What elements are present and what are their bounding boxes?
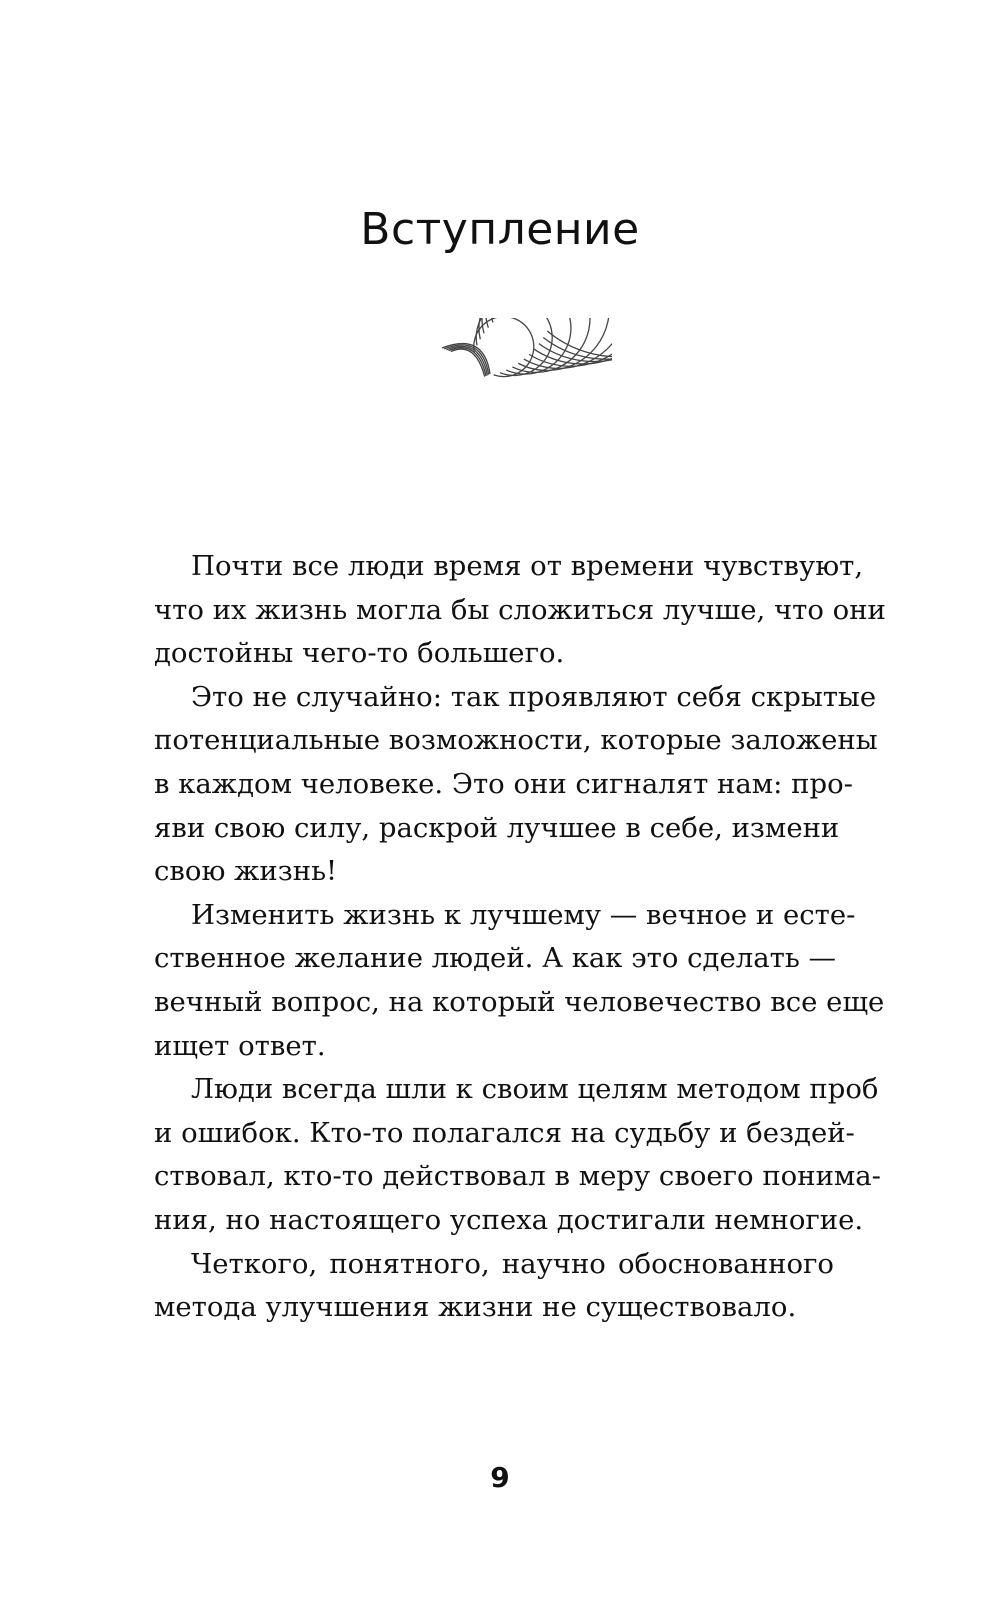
text-line: и ошибок. Кто-то полагался на судьбу и бездей- — [154, 1116, 855, 1149]
text-line: Люди всегда шли к своим целям методом проб — [191, 1073, 879, 1106]
text-line: Четкого, понятного, научно обоснованного — [191, 1247, 834, 1280]
paragraph-4 — [154, 1068, 881, 1242]
text-line: ствовал, кто-то действовал в меру своего понима- — [154, 1160, 881, 1193]
text-line: Изменить жизнь к лучшему — вечное и есте- — [191, 898, 856, 931]
text-line: вечный вопрос, на который человечество все еще — [154, 985, 885, 1018]
text-line: в каждом человеке. Это они сигналят нам: про- — [154, 767, 853, 800]
text-line: потенциальные возможности, которые заложены — [154, 724, 878, 757]
ornament-inner-stroke — [449, 348, 486, 376]
text-line: Почти все люди время от времени чувствуют, — [191, 550, 864, 582]
text-line: что их жизнь могла бы сложиться лучше, что они — [154, 593, 886, 626]
text-line: достойны чего-то большего. — [154, 637, 565, 670]
text-line: свою жизнь! — [154, 855, 338, 888]
body-text — [154, 545, 886, 1330]
ornament-arc — [496, 318, 612, 364]
paragraph-2 — [154, 676, 878, 894]
text-line: яви свою силу, раскрой лучшее в себе, измени — [154, 811, 840, 844]
chapter-title: Вступление — [360, 204, 640, 255]
concentric-spiral-ornament-icon — [372, 318, 612, 518]
text-line: ния, но настоящего успеха достигали немногие. — [154, 1203, 864, 1236]
text-line: ственное желание людей. А как это сделать — — [154, 942, 837, 975]
text-line: ищет ответ. — [154, 1029, 326, 1062]
paragraph-5 — [154, 1243, 834, 1330]
paragraph-3 — [154, 894, 885, 1068]
text-line: Это не случайно: так проявляют себя скрытые — [191, 680, 877, 713]
paragraph-1 — [154, 545, 886, 676]
text-line: метода улучшения жизни не существовало. — [154, 1291, 797, 1324]
page-number: 9 — [490, 1461, 510, 1494]
